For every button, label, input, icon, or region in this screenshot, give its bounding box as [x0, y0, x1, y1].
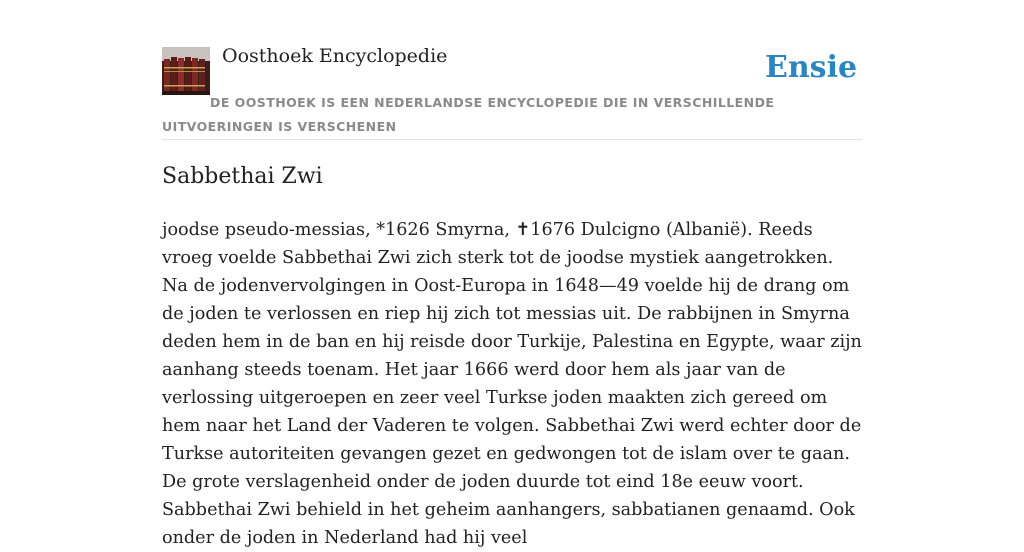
avatar[interactable]	[162, 47, 210, 95]
site-name-link[interactable]: Oosthoek Encyclopedie	[222, 45, 448, 67]
brand-logo[interactable]: Ensie	[765, 50, 858, 85]
encyclopedia-books-icon	[162, 47, 210, 95]
article-body: joodse pseudo-messias, *1626 Smyrna, ✝1676 Dulcigno (Albanië). Reeds vroeg voelde Sabbethai Zwi zich sterk tot de joodse mystiek aangetrokken. Na de jodenvervolgingen in Oost-Europa in 1648—49 voelde hij de drang om de joden te verlossen en riep hij zich tot messias uit. De rabbijnen in Smyrna deden hem in de ban en hij reisde door Turkije, Palestina en Egypte, waar zijn aanhang steeds toenam. Het jaar 1666 werd door hem als jaar van de verlossing uitgeroepen en zeer veel Turkse joden maakten zich gereed om hem naar het Land der Vaderen te volgen. Sabbethai Zwi werd echter door de Turkse autoriteiten gevangen gezet en gedwongen tot de islam over te gaan. De grote verslagenheid onder de joden duurde tot eind 18e eeuw voort. Sabbethai Zwi behield in het geheim aanhangers, sabbatianen genaamd. Ook onder de joden in Nederland had hij veel	[162, 220, 862, 548]
site-tagline: DE OOSTHOEK IS EEN NEDERLANDSE ENCYCLOPEDIE DIE IN VERSCHILLENDE UITVOERINGEN IS VERSCHENEN	[162, 95, 775, 134]
article-title: Sabbethai Zwi	[162, 164, 323, 189]
header-divider	[162, 139, 862, 140]
